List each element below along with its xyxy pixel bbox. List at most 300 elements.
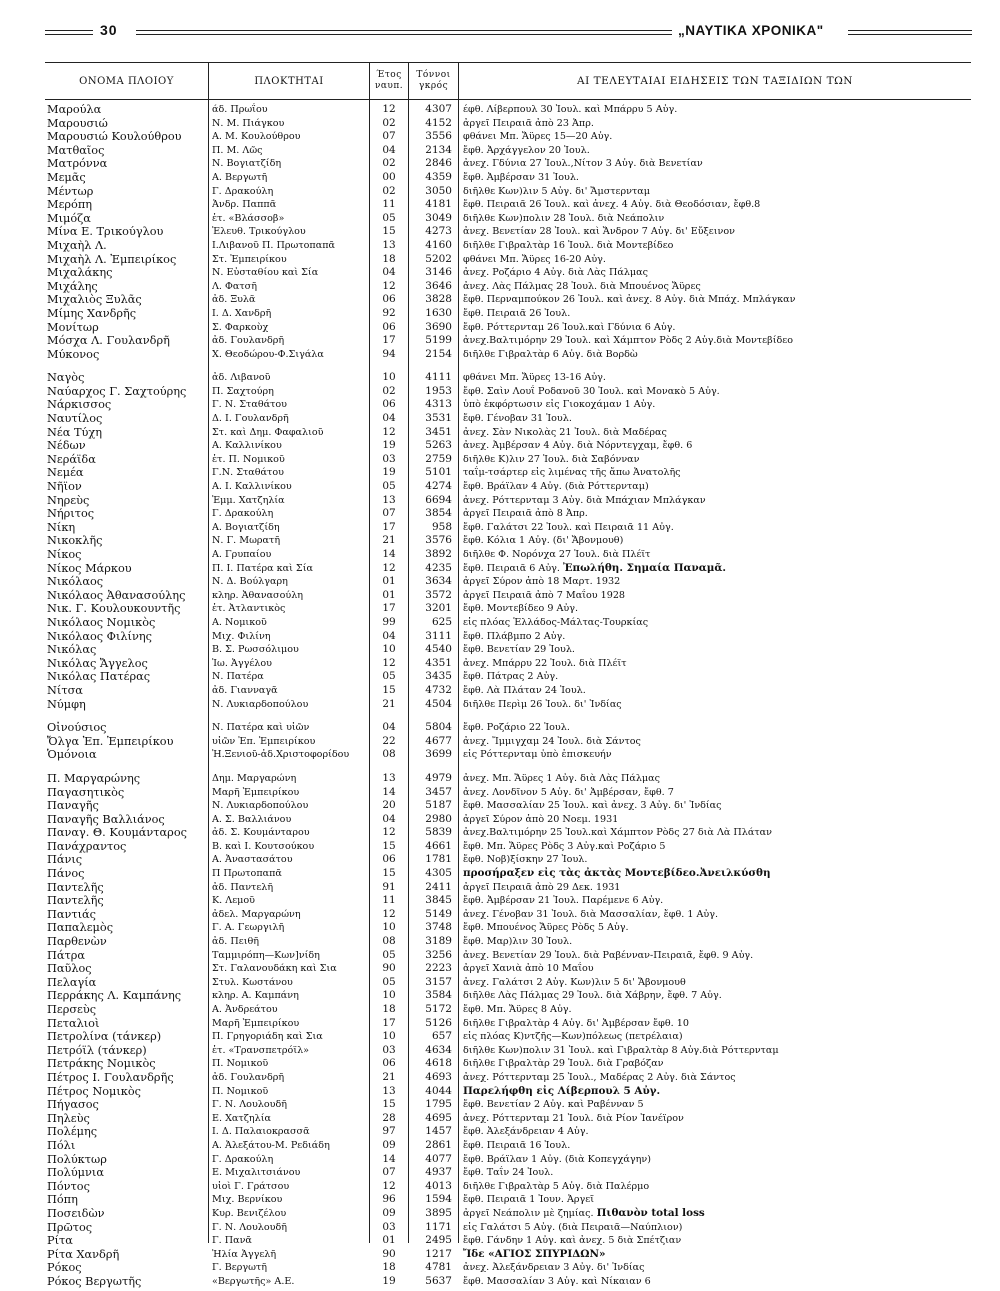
- latest-news: ἔφθ. Βράϊλαν 4 Αὐγ. (διὰ Ρόττερνταμ): [463, 481, 649, 493]
- ship-name: Πήγασος: [47, 1098, 99, 1112]
- gross-tons: 4305: [425, 867, 452, 880]
- gross-tons: 3845: [425, 894, 452, 907]
- owner-name: Π. Μ. Λῶς: [212, 144, 263, 156]
- gross-tons: 4313: [425, 398, 452, 411]
- build-year: 05: [382, 670, 396, 683]
- table-row: [45, 786, 971, 800]
- table-row: [45, 826, 971, 840]
- build-year: 09: [382, 1206, 396, 1219]
- owner-name: Ν. Μ. Πιάγκου: [212, 117, 285, 129]
- latest-news: ἔφθ. Πειραιᾶ 26 Ἰουλ. καὶ ἀνεχ. 4 Αὐγ. διὰ Θεοδόσιαν, ἔφθ.8: [463, 199, 761, 211]
- table-row: [45, 239, 971, 253]
- gross-tons: 2980: [425, 812, 452, 825]
- gross-tons: 5839: [425, 826, 452, 839]
- gross-tons: 2134: [425, 143, 452, 156]
- owner-name: Ν. Εὐσταθίου καὶ Σία: [212, 267, 319, 279]
- owner-name: Π. Νομικοῦ: [212, 1085, 269, 1097]
- table-row: [45, 1234, 971, 1248]
- build-year: 08: [382, 748, 396, 761]
- ship-name: Νίτσα: [47, 683, 83, 697]
- ship-news-table: [45, 62, 971, 1288]
- ship-name: Μύκονος: [47, 347, 100, 361]
- latest-news: ἀνεχ.Βαλτιμόρην 29 Ἰουλ. καὶ Χάμπτον Ρὸδς 2 Αὐγ.διὰ Μοντεβίδεο: [463, 335, 793, 347]
- ship-name: Πέτρος Ι. Γουλανδρῆς: [47, 1070, 174, 1084]
- latest-news: διῆλθε Γιβραλτὰρ 6 Αὐγ. διὰ Βορδὼ: [463, 348, 638, 360]
- header-rule-left: [45, 30, 93, 35]
- build-year: 13: [382, 238, 396, 251]
- owner-name: ἀδ. Παντελῆ: [212, 881, 274, 893]
- build-year: 19: [382, 1274, 396, 1287]
- table-row: [45, 989, 971, 1003]
- build-year: 15: [382, 867, 396, 880]
- gross-tons: 625: [431, 615, 452, 628]
- ship-name: Πολύκτωρ: [47, 1152, 107, 1166]
- build-year: 15: [382, 225, 396, 238]
- latest-news: ἀνεχ. Ἀμβέρσαν 4 Αὐγ. διὰ Νόρντεγχαμ, ἔφθ. 6: [463, 440, 693, 452]
- table-row: [45, 1193, 971, 1207]
- gross-tons: 1217: [425, 1247, 452, 1260]
- latest-news: ἔφθ. Λὰ Πλάταν 24 Ἰουλ.: [463, 684, 586, 696]
- ship-name: Πετρόϊλ (τάνκερ): [47, 1043, 147, 1057]
- build-year: 13: [382, 1084, 396, 1097]
- ship-name: Ρόκος Βεργωτῆς: [47, 1274, 142, 1288]
- owner-name: ἀδελ. Μαργαρώνη: [212, 908, 301, 920]
- build-year: 07: [382, 130, 396, 143]
- build-year: 13: [382, 771, 396, 784]
- table-row: [45, 813, 971, 827]
- build-year: 06: [382, 320, 396, 333]
- table-row: [45, 1085, 971, 1099]
- latest-news: διῆλθε Λὰς Πάλμας 29 Ἰουλ. διὰ Χάβρην, ἔφθ. 7 Αὐγ.: [463, 990, 722, 1002]
- latest-news: ταΐμ-τσάρτερ εἰς λιμένας τῆς ἄπω Ἀνατολῆς: [463, 467, 681, 479]
- gross-tons: 5804: [425, 721, 452, 734]
- latest-news: ἔφθ. Μοντεβίδεο 9 Αὐγ.: [463, 603, 579, 615]
- latest-news: ἀνεχ. Γδύνια 27 Ἰουλ.,Νίτον 3 Αὐγ. διὰ Βενετίαν: [463, 158, 703, 170]
- build-year: 04: [382, 812, 396, 825]
- owner-name: Ν. Δ. Βούλγαρη: [212, 576, 288, 588]
- owner-name: Γ. Ν. Λουλουδῆ: [212, 1099, 287, 1111]
- ship-name: Νῆϊον: [47, 480, 82, 494]
- latest-news: ἔφθ. Γάνδην 1 Αὐγ. καὶ ἀνεχ. 5 διὰ Σπέτζιαν: [463, 1235, 682, 1247]
- build-year: 01: [382, 588, 396, 601]
- gross-tons: 2154: [425, 347, 452, 360]
- ship-name: Πάνις: [47, 853, 83, 867]
- ship-name: Μαρούλα: [47, 103, 102, 116]
- latest-news: ἀνεχ. Ρόττερνταμ 3 Αὐγ. διὰ Μπάχιαν Μπλάγκαν: [463, 494, 706, 506]
- table-row: [45, 266, 971, 280]
- latest-news: ἀνεχ. Σὰν Νικολὰς 21 Ἰουλ. διὰ Μαδέρας: [463, 426, 667, 438]
- ship-name: Παναγῆς Βαλλιάνος: [47, 812, 165, 826]
- build-year: 05: [382, 211, 396, 224]
- build-year: 11: [382, 198, 396, 211]
- owner-name: Στυλ. Κωστάνου: [212, 976, 293, 988]
- owner-name: ἀδ. Γιανναγᾶ: [212, 684, 278, 696]
- latest-news: ἔφθ. Κόλια 1 Αὐγ. (δι' Ἄβονμουθ): [463, 535, 624, 547]
- owner-name: Ταμμιρόπη—Κων]νίδη: [212, 949, 320, 961]
- news-highlight: Ἐπωλήθη. Σημαία Παναμᾶ.: [563, 561, 726, 574]
- build-year: 06: [382, 293, 396, 306]
- ship-name: Πολέμης: [47, 1125, 98, 1139]
- gross-tons: 3572: [425, 588, 452, 601]
- latest-news: διῆλθε Γιβραλτὰρ 5 Αὐγ. διὰ Παλέρμο: [463, 1180, 650, 1192]
- build-year: 04: [382, 629, 396, 642]
- gross-tons: 5637: [425, 1274, 452, 1287]
- ship-name: Περράκης Λ. Καμπάνης: [47, 989, 182, 1003]
- table-row: [45, 602, 971, 616]
- owner-name: Κυρ. Βενιζέλου: [212, 1207, 287, 1219]
- owner-name: Μαρῆ Ἐμπειρίκου: [212, 1017, 300, 1029]
- table-row: [45, 748, 971, 762]
- build-year: 22: [382, 734, 396, 747]
- news-text: ἔφθ. Πειραιᾶ 6 Αὐγ.: [463, 562, 563, 574]
- owner-name: Γ. Ν. Λουλουδῆ: [212, 1221, 287, 1233]
- header-rule-right: [848, 30, 972, 35]
- owner-name: Ε. Μιχαλιτσιάνου: [212, 1167, 301, 1179]
- table-row: [45, 1030, 971, 1044]
- owner-name: Σ. Φαρκοὺχ: [212, 321, 269, 333]
- build-year: 00: [382, 170, 396, 183]
- latest-news: ἀργεῖ Πειραιᾶ ἀπὸ 7 Μαΐου 1928: [463, 589, 626, 601]
- latest-news: ἀνεχ. Ἴμμιγχαμ 24 Ἰουλ. διὰ Σάντος: [463, 735, 641, 747]
- owner-name: Ν. Λυκιαρδοπούλου: [212, 800, 309, 812]
- table-row: [45, 103, 971, 117]
- owner-name: ἑτ. Π. Νομικοῦ: [212, 453, 285, 465]
- gross-tons: 3699: [425, 748, 452, 761]
- build-year: 08: [382, 935, 396, 948]
- table-row: [45, 439, 971, 453]
- table-row: [45, 280, 971, 294]
- gross-tons: 4618: [425, 1057, 452, 1070]
- latest-news: διῆλθε Φ. Νορόνχα 27 Ἰουλ. διὰ Πλέϊτ: [463, 549, 651, 560]
- table-row: [45, 976, 971, 990]
- table-row: [45, 480, 971, 494]
- table-row: [45, 1153, 971, 1167]
- owner-name: ἑτ. «Βλάσσοβ»: [212, 212, 285, 224]
- gross-tons: 958: [431, 520, 452, 533]
- latest-news: ἔφθ. Βενετίαν 29 Ἰουλ.: [463, 644, 575, 656]
- build-year: 03: [382, 1220, 396, 1233]
- owner-name: Α. Γρυπαίου: [212, 549, 272, 560]
- build-year: 96: [382, 1193, 396, 1206]
- ship-name: Νάρκισσος: [47, 398, 112, 412]
- table-row: [45, 1003, 971, 1017]
- build-year: 10: [382, 989, 396, 1002]
- ship-name: Παντελῆς: [47, 880, 104, 894]
- gross-tons: 4677: [425, 734, 452, 747]
- owner-name: Α. Ἀναστασάτου: [212, 854, 293, 866]
- gross-tons: 4695: [425, 1111, 452, 1124]
- build-year: 20: [382, 799, 396, 812]
- ship-name: Οἰνούσιος: [47, 721, 107, 735]
- owner-name: Α. Ἀλεξάτου-Μ. Ρεδιάδη: [212, 1139, 330, 1151]
- latest-news: ἔφθ. Ἀρχάγγελον 20 Ἰουλ.: [463, 144, 590, 156]
- gross-tons: 5263: [425, 439, 452, 452]
- table-row: [45, 1098, 971, 1112]
- owner-name: Ἠλία Ἀγγελῆ: [212, 1248, 277, 1260]
- owner-name: Α. Βεργωτῆ: [212, 171, 268, 183]
- table-row: [45, 840, 971, 854]
- owner-name: Στ. Γαλανουδάκη καὶ Σια: [212, 963, 337, 975]
- owner-name: ἀδ. Πειθῆ: [212, 936, 259, 948]
- latest-news: ἔφθ. Ἀμβέρσαν 31 Ἰουλ.: [463, 171, 579, 183]
- owner-name: Ν. Γ. Μωρατῆ: [212, 535, 281, 547]
- table-row: [45, 1261, 971, 1275]
- gross-tons: 5187: [425, 799, 452, 812]
- gross-tons: 3556: [425, 130, 452, 143]
- ship-name: Παναγῆς: [47, 799, 99, 813]
- table-row: [45, 589, 971, 603]
- table-row: [45, 548, 971, 562]
- gross-tons: 3451: [425, 425, 452, 438]
- ship-name: Μερόπη: [47, 198, 93, 212]
- build-year: 05: [382, 480, 396, 493]
- ship-name: Νικόλαος Ἀθανασούλης: [47, 588, 186, 602]
- table-row: [45, 670, 971, 684]
- latest-news: ἀνεχ. Γαλάτσι 2 Αὐγ. Κων)λιν 5 δι' Ἄβονμουθ: [463, 976, 686, 988]
- ship-name: Νικόλαος Φιλίνης: [47, 629, 152, 643]
- gross-tons: 3049: [425, 211, 452, 224]
- ship-name: Μαρουσιώ Κουλούθρου: [47, 130, 182, 144]
- latest-news: διῆλθε Κων)λιν 5 Αὐγ. δι' Ἄμστερνταμ: [463, 185, 651, 197]
- ship-name: Παῦλος: [47, 962, 92, 976]
- gross-tons: 4781: [425, 1261, 452, 1274]
- build-year: 10: [382, 1030, 396, 1043]
- build-year: 17: [382, 602, 396, 615]
- table-row: [45, 799, 971, 813]
- gross-tons: 1781: [425, 853, 452, 866]
- owner-name: Α. Ι. Καλλινίκου: [212, 481, 292, 493]
- column-header-year: Έτος ναυπ.: [374, 70, 404, 91]
- ship-name: Νηρεὺς: [47, 493, 90, 507]
- gross-tons: 4634: [425, 1043, 452, 1056]
- build-year: 02: [382, 384, 396, 397]
- owner-name: Π Πρωτοπαπᾶ: [212, 868, 282, 880]
- ship-name: Νίκος: [47, 548, 82, 561]
- table-row: [45, 494, 971, 508]
- latest-news: διῆλθε Κων)πολιν 28 Ἰουλ. διὰ Νεάπολιν: [463, 212, 665, 224]
- build-year: 18: [382, 252, 396, 265]
- ship-name: Μονίτωρ: [47, 320, 99, 334]
- owner-name: ἀδ. Ξυλᾶ: [212, 294, 256, 306]
- ship-name: Πόπη: [47, 1193, 78, 1207]
- table-row: [45, 1139, 971, 1153]
- ship-name: Νικόλας Ἄγγελος: [47, 656, 148, 670]
- owner-name: Ἰω. Ἀγγέλου: [212, 657, 272, 669]
- build-year: 21: [382, 1070, 396, 1083]
- gross-tons: 5126: [425, 1016, 452, 1029]
- build-year: 04: [382, 721, 396, 734]
- gross-tons: 4937: [425, 1166, 452, 1179]
- latest-news: ἔφθ. Μασσαλίαν 25 Ἰουλ. καὶ ἀνεχ. 3 Αὐγ. δι' Ἰνδίας: [463, 800, 722, 812]
- build-year: 19: [382, 439, 396, 452]
- latest-news: ἀνεχ. Ἀλεξάνδρειαν 3 Αὐγ. δι' Ἰνδίας: [463, 1262, 645, 1274]
- ship-name: Νικόλας: [47, 643, 97, 657]
- owner-name: Δ. Ι. Γουλανδρῆ: [212, 413, 289, 425]
- build-year: 12: [382, 907, 396, 920]
- latest-news: εἰς Γαλάτσι 5 Αὐγ. (διὰ Πειραιᾶ—Ναύπλιον): [463, 1221, 683, 1233]
- latest-news: ἔφθ. Ταΐν 24 Ἰουλ.: [463, 1167, 554, 1179]
- gross-tons: 5202: [425, 252, 452, 265]
- owner-name: Π. Γρηγοριάδη καὶ Σια: [212, 1031, 323, 1043]
- gross-tons: 5149: [425, 907, 452, 920]
- build-year: 02: [382, 157, 396, 170]
- ship-name: Ναυτίλος: [47, 412, 103, 426]
- table-row: [45, 772, 971, 786]
- table-row: [45, 1221, 971, 1235]
- gross-tons: 5199: [425, 334, 452, 347]
- ship-name: Μέντωρ: [47, 184, 94, 198]
- build-year: 15: [382, 683, 396, 696]
- gross-tons: 4235: [425, 561, 452, 574]
- ship-name: Πετράκης Νομικὸς: [47, 1057, 156, 1071]
- ship-name: Ματρόννα: [47, 157, 108, 171]
- ship-name: Μιμόζα: [47, 211, 91, 225]
- table-row: [45, 1275, 971, 1289]
- gross-tons: 3157: [425, 975, 452, 988]
- build-year: 03: [382, 1043, 396, 1056]
- build-year: 10: [382, 921, 396, 934]
- latest-news: εἰς πλόας Ἑλλάδος-Μάλτας-Τουρκίας: [463, 616, 649, 628]
- owner-name: ἀδ. Σ. Κουμάνταρου: [212, 827, 310, 839]
- build-year: 12: [382, 103, 396, 115]
- build-year: 04: [382, 266, 396, 279]
- gross-tons: 3189: [425, 935, 452, 948]
- table-row: [45, 534, 971, 548]
- ship-name: Ναγὸς: [47, 371, 85, 385]
- gross-tons: 4732: [425, 683, 452, 696]
- build-year: 04: [382, 143, 396, 156]
- table-row: [45, 212, 971, 226]
- gross-tons: 3050: [425, 184, 452, 197]
- magazine-title: „ΝΑΥΤΙΚΑ ΧΡΟΝΙΚΑ": [678, 23, 824, 38]
- owner-name: Μιχ. Βερνίκου: [212, 1194, 283, 1206]
- gross-tons: 1457: [425, 1125, 452, 1138]
- table-row: [45, 853, 971, 867]
- gross-tons: 5101: [425, 466, 452, 479]
- table-row: [45, 1112, 971, 1126]
- owner-name: Α. Βογιατζίδη: [212, 521, 280, 533]
- build-year: 12: [382, 1179, 396, 1192]
- latest-news: ἔφθ. Μασσαλίαν 3 Αὐγ. καὶ Νίκαιαν 6: [463, 1275, 651, 1287]
- latest-news: διῆλθε Γιβραλτὰρ 4 Αὐγ. δι' Ἀμβέρσαν ἔφθ. 10: [463, 1017, 689, 1029]
- latest-news: ἔφθ. Ρόττερνταμ 26 Ἰουλ.καὶ Γδύνια 6 Αὐγ.: [463, 321, 676, 333]
- build-year: 21: [382, 697, 396, 710]
- table-row: [45, 643, 971, 657]
- gross-tons: 3201: [425, 602, 452, 615]
- table-row: [45, 412, 971, 426]
- table-row: [45, 1180, 971, 1194]
- latest-news: [463, 562, 969, 576]
- owner-name: Γ. Δρακούλη: [212, 508, 274, 520]
- gross-tons: 4351: [425, 656, 452, 669]
- latest-news: ἔφθ. Πλάβμπο 2 Αὐγ.: [463, 630, 566, 642]
- news-highlight: Παρελήφθη εἰς Λίβερπουλ 5 Αὐγ.: [463, 1084, 661, 1097]
- ship-name: Παντελῆς: [47, 894, 104, 908]
- owner-name: Β. καὶ Ι. Κουτσούκου: [212, 840, 315, 852]
- latest-news: ἔφθ. Γένοβαν 31 Ἰουλ.: [463, 413, 572, 425]
- latest-news: έφθ. Λίβερπουλ 30 Ἰουλ. καὶ Μπάρρυ 5 Αὐγ.: [463, 104, 678, 115]
- ship-name: Πελαγία: [47, 975, 97, 989]
- owner-name: «Βεργωτῆς» Α.Ε.: [212, 1275, 295, 1287]
- owner-name: Α. Σ. Βαλλιάνου: [212, 813, 292, 825]
- build-year: 11: [382, 894, 396, 907]
- table-row: [45, 1057, 971, 1071]
- ship-name: Παναγ. Θ. Κουμάνταρος: [47, 826, 187, 840]
- latest-news: ἀνεχ. Βενετίαν 28 Ἰουλ. καὶ Ἄνδρον 7 Αὐγ. δι' Εὔξεινον: [463, 226, 735, 238]
- latest-news: ὑπὸ ἐκφόρτωσιν εἰς Γιοκοχάμαν 1 Αὐγ.: [463, 399, 656, 411]
- table-row: [45, 921, 971, 935]
- build-year: 06: [382, 853, 396, 866]
- ship-name: Πανάχραντος: [47, 839, 127, 853]
- table-row: [45, 371, 971, 385]
- gross-tons: 3531: [425, 412, 452, 425]
- owner-name: ἀδ. Λιβανοῦ: [212, 372, 271, 384]
- latest-news: ἀργεῖ Χανιὰ ἀπὸ 10 Μαΐου: [463, 963, 594, 975]
- gross-tons: 3576: [425, 534, 452, 547]
- latest-news: ἀνεχ. Γένοβαν 31 Ἰουλ. διὰ Μασσαλίαν, ἔφθ. 1 Αὐγ.: [463, 908, 719, 920]
- table-row: [45, 321, 971, 335]
- ship-name: Μιχαλιὸς Ξυλᾶς: [47, 293, 142, 307]
- gross-tons: 5172: [425, 1003, 452, 1015]
- header-divider: [45, 99, 971, 100]
- gross-tons: 4359: [425, 170, 452, 183]
- build-year: 05: [382, 948, 396, 961]
- owner-name: Ι. Δ. Χανδρῆ: [212, 307, 272, 319]
- ship-name: Νίκη: [47, 520, 76, 534]
- gross-tons: 2861: [425, 1138, 452, 1151]
- owner-name: Ν. Πατέρα: [212, 671, 264, 683]
- table-row: [45, 348, 971, 362]
- owner-name: Γ. Ν. Σταθάτου: [212, 399, 287, 411]
- owner-name: Ἠ.Ξενιοῦ-ἀδ.Χριστοφορίδου: [212, 749, 350, 761]
- table-row: [45, 616, 971, 630]
- latest-news: ἀνεχ. Μπ. Ἄϋρες 1 Αὐγ. διὰ Λὰς Πάλμας: [463, 772, 660, 784]
- build-year: 05: [382, 975, 396, 988]
- build-year: 14: [382, 1152, 396, 1165]
- ship-name: Μιχάλης: [47, 279, 98, 293]
- owner-name: ἀδ. Γουλανδρῆ: [212, 1071, 285, 1083]
- ship-name: Νεράϊδα: [47, 452, 96, 466]
- ship-name: Νικόλαος: [47, 575, 104, 589]
- build-year: 02: [382, 184, 396, 197]
- ship-name: Πέτρος Νομικὸς: [47, 1084, 141, 1098]
- ship-name: Μαρουσιώ: [47, 116, 108, 130]
- ship-name: Πόλι: [47, 1138, 76, 1152]
- owner-name: άδ. Πρωΐου: [212, 104, 268, 115]
- table-row: [45, 908, 971, 922]
- news-text: ἀργεῖ Νεάπολιν μὲ ζημίας.: [463, 1207, 597, 1219]
- build-year: 04: [382, 412, 396, 425]
- latest-news: ἀργεῖ Πειραιᾶ ἀπὸ 29 Δεκ. 1931: [463, 881, 621, 893]
- owner-name: υἱῶν Ἐπ. Ἐμπειρίκου: [212, 735, 316, 747]
- build-year: 12: [382, 279, 396, 292]
- latest-news: ἀργεῖ Σύρον ἀπὸ 18 Μαρτ. 1932: [463, 576, 621, 588]
- table-row: [45, 466, 971, 480]
- gross-tons: 3634: [425, 575, 452, 588]
- ship-name: Ρίτα Χανδρῆ: [47, 1247, 120, 1261]
- build-year: 18: [382, 1003, 396, 1015]
- latest-news: διῆλθε Περὶμ 26 Ἰουλ. δι' Ἰνδίας: [463, 698, 622, 710]
- latest-news: ἔφθ. Ἀλεξάνδρειαν 4 Αὐγ.: [463, 1126, 589, 1138]
- latest-news: ἀνεχ.Βαλτιμόρην 25 Ἰουλ.καὶ Χάμπτον Ρὸδς 27 διὰ Λὰ Πλάταν: [463, 827, 772, 839]
- table-row: [45, 962, 971, 976]
- ship-name: Παπαλεμὸς: [47, 921, 114, 935]
- owner-name: Δημ. Μαργαρώνη: [212, 772, 297, 784]
- table-row: [45, 575, 971, 589]
- table-row: [45, 426, 971, 440]
- gross-tons: 3256: [425, 948, 452, 961]
- gross-tons: 4540: [425, 643, 452, 656]
